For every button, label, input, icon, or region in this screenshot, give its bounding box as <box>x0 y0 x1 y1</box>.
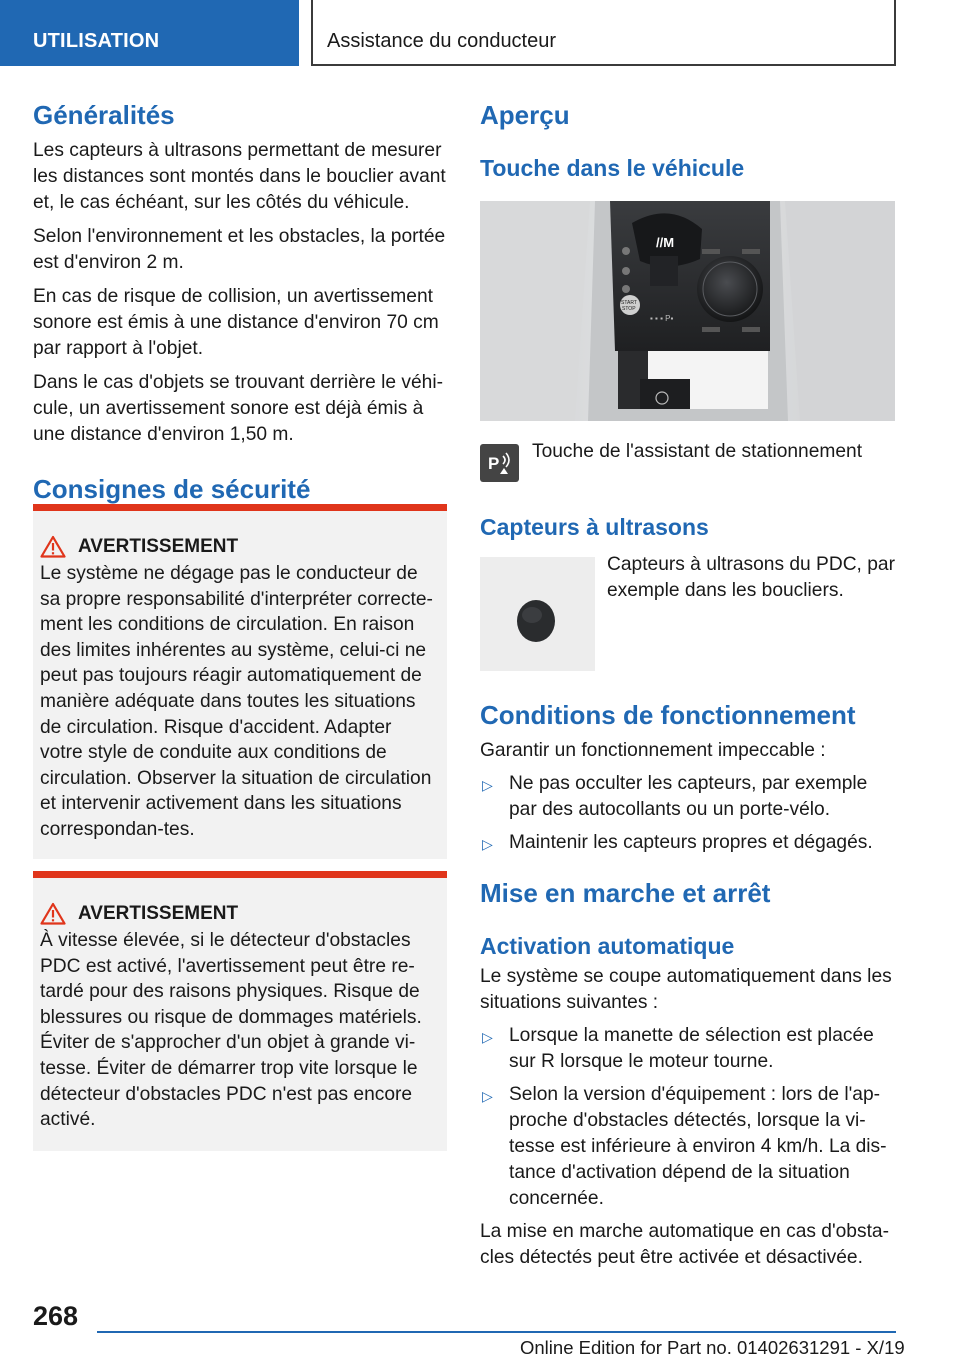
list-item: ▷ Maintenir les capteurs propres et dégagés. <box>480 830 895 856</box>
general-paragraph: En cas de risque de collision, un avertissement sonore est émis à une distance d'environ 70 cm par rapport à l'objet. <box>33 286 439 359</box>
warning-box <box>33 504 447 859</box>
gear-labels: ▪ ▪ ▪ P▪ <box>650 314 674 323</box>
warning-triangle-icon <box>40 902 66 925</box>
svg-text://M: //M <box>656 235 675 250</box>
warning-header <box>40 902 439 925</box>
edition-note: Online Edition for Part no. 01402631291 - X/19 <box>520 1337 905 1358</box>
safety-heading: Consignes de sécurité <box>33 474 311 504</box>
list-item: ▷ Ne pas occulter les capteurs, par exemple par des autocollants ou un porte-vélo. <box>482 773 868 820</box>
warning-label: AVERTISSEMENT <box>78 902 239 924</box>
warning-text: À vitesse élevée, si le détecteur d'obstacles PDC est activé, l'avertissement peut être re-tardé pour des raisons physiques. Risque de blessures ou risque de dommages matériels. Éviter de s'approcher d'un objet à grande vi-tesse. Éviter de démarrer trop vite lorsque le détecteur d'obstacles PDC n'est pas encore activé. <box>40 930 422 1131</box>
onoff-heading: Mise en marche et arrêt <box>480 878 771 908</box>
button-caption: Touche de l'assistant de stationnement <box>532 441 863 462</box>
auto-list <box>480 1023 895 1212</box>
button-heading: Touche dans le véhicule <box>480 155 745 181</box>
conditions-list <box>480 771 895 856</box>
sensors-caption: Capteurs à ultrasons du PDC, par exemple dans les boucliers. <box>607 554 895 601</box>
section-title: UTILISATION <box>33 30 160 52</box>
page-number: 268 <box>33 1301 79 1331</box>
list-item: ▷ Selon la version d'équipement : lors de l'ap-proche d'obstacles détectés, lorsque la vi-tesse est inférieure à environ 4 km/h. La dis-tance d'activation dépend de la situation concernée. <box>482 1084 887 1209</box>
triangle-bullet-icon: ▷ <box>482 1088 493 1104</box>
conditions-intro: Garantir un fonctionnement impeccable : <box>480 740 826 761</box>
overview-heading: Aperçu <box>480 100 570 130</box>
header-chapter-box <box>311 0 896 66</box>
auto-heading: Activation automatique <box>480 933 735 959</box>
warning-text: Le système ne dégage pas le conducteur de sa propre responsabilité d'interpréter correcte-ment les conditions de circulation. En raison des limites inhérentes au système, celui-ci ne peut pas toujours réagir automatiquement de manière adéquate dans toutes les situations de circulation. Risque d'accident. Adapter votre style de conduite aux conditions de circulation. Observer la situation de circulation et intervenir activement dans les situations correspondan-tes. <box>40 563 433 840</box>
start-stop-label: STOP <box>622 306 636 312</box>
triangle-bullet-icon: ▷ <box>482 777 493 793</box>
warning-triangle-icon <box>40 535 66 558</box>
general-paragraph: Selon l'environnement et les obstacles, la portée est d'environ 2 m. <box>33 226 446 273</box>
footer-divider <box>97 1331 896 1333</box>
warning-header <box>40 535 439 558</box>
header-section-tab <box>0 0 299 66</box>
center-console-photo <box>480 201 895 421</box>
conditions-heading: Conditions de fonctionnement <box>480 700 856 730</box>
svg-text:P: P <box>488 454 500 473</box>
right-column-bottom <box>480 700 895 1271</box>
start-stop-label: START <box>621 300 637 306</box>
triangle-bullet-icon: ▷ <box>482 836 493 852</box>
general-paragraph: Dans le cas d'objets se trouvant derrière le véhi-cule, un avertissement sonore est déjà émis à une distance d'environ 1,50 m. <box>33 372 444 445</box>
warning-label: AVERTISSEMENT <box>78 535 239 557</box>
parking-assistant-icon <box>480 444 519 482</box>
warning-box <box>33 871 447 1151</box>
left-column <box>33 100 447 504</box>
general-paragraph: Les capteurs à ultrasons permettant de mesurer les distances sont montés dans le bouclier avant et, le cas échéant, sur les côtés du véhicule. <box>33 140 446 213</box>
center-console-illustration <box>480 201 895 421</box>
chapter-title: Assistance du conducteur <box>327 30 557 52</box>
auto-intro: Le système se coupe automatiquement dans les situations suivantes : <box>480 966 892 1013</box>
right-column-top <box>480 100 895 182</box>
ultrasonic-sensor-photo <box>480 557 595 671</box>
auto-outro: La mise en marche automatique en cas d'obsta-cles détectés peut être activée et désactivée. <box>480 1221 889 1268</box>
list-item: ▷ Lorsque la manette de sélection est placée sur R lorsque le moteur tourne. <box>482 1025 874 1072</box>
general-heading: Généralités <box>33 100 175 130</box>
sensors-heading: Capteurs à ultrasons <box>480 514 709 540</box>
triangle-bullet-icon: ▷ <box>482 1029 493 1045</box>
